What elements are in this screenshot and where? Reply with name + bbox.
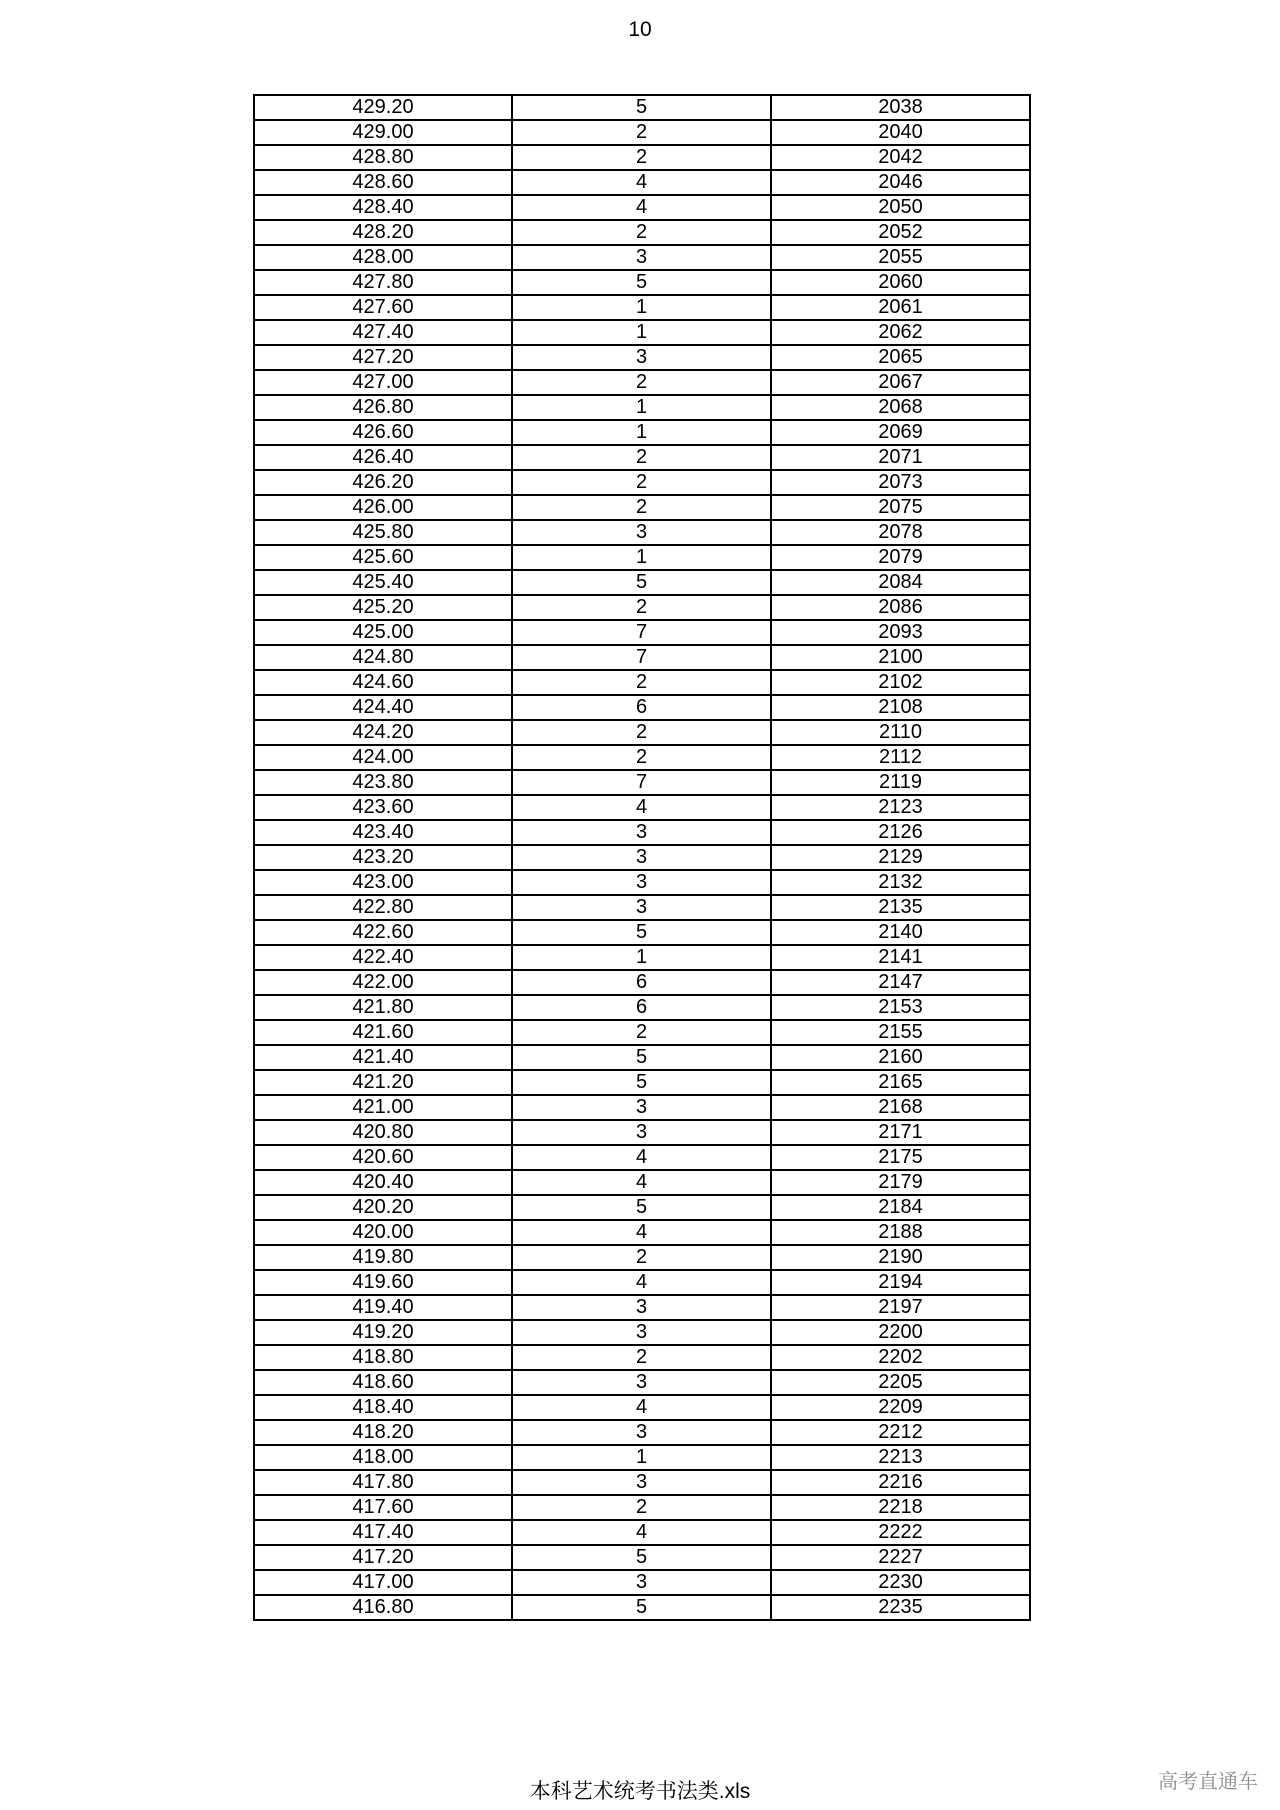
count-cell: 1: [512, 395, 771, 420]
cumulative-cell: 2119: [771, 770, 1030, 795]
score-cell: 418.20: [254, 1420, 512, 1445]
table-row: [254, 245, 1030, 270]
score-cell: 426.40: [254, 445, 512, 470]
count-cell: 6: [512, 695, 771, 720]
count-cell: 5: [512, 270, 771, 295]
count-cell: 2: [512, 120, 771, 145]
score-cell: 428.40: [254, 195, 512, 220]
cumulative-cell: 2065: [771, 345, 1030, 370]
table-row: [254, 570, 1030, 595]
count-cell: 1: [512, 320, 771, 345]
count-cell: 3: [512, 820, 771, 845]
cumulative-cell: 2055: [771, 245, 1030, 270]
table-row: [254, 1045, 1030, 1070]
count-cell: 2: [512, 670, 771, 695]
count-cell: 7: [512, 645, 771, 670]
cumulative-cell: 2069: [771, 420, 1030, 445]
count-cell: 3: [512, 870, 771, 895]
table-row: [254, 1470, 1030, 1495]
cumulative-cell: 2123: [771, 795, 1030, 820]
table-row: [254, 970, 1030, 995]
table-row: [254, 1520, 1030, 1545]
count-cell: 4: [512, 170, 771, 195]
table-row: [254, 320, 1030, 345]
score-cell: 428.80: [254, 145, 512, 170]
cumulative-cell: 2165: [771, 1070, 1030, 1095]
count-cell: 5: [512, 1045, 771, 1070]
cumulative-cell: 2209: [771, 1395, 1030, 1420]
score-cell: 421.80: [254, 995, 512, 1020]
score-cell: 427.40: [254, 320, 512, 345]
score-cell: 428.00: [254, 245, 512, 270]
table-row: [254, 495, 1030, 520]
score-cell: 424.00: [254, 745, 512, 770]
score-cell: 426.00: [254, 495, 512, 520]
cumulative-cell: 2205: [771, 1370, 1030, 1395]
cumulative-cell: 2102: [771, 670, 1030, 695]
score-cell: 422.80: [254, 895, 512, 920]
count-cell: 7: [512, 620, 771, 645]
count-cell: 4: [512, 1145, 771, 1170]
table-row: [254, 870, 1030, 895]
cumulative-cell: 2141: [771, 945, 1030, 970]
table-row: [254, 345, 1030, 370]
cumulative-cell: 2218: [771, 1495, 1030, 1520]
score-cell: 424.60: [254, 670, 512, 695]
cumulative-cell: 2168: [771, 1095, 1030, 1120]
table-row: [254, 1445, 1030, 1470]
score-cell: 421.00: [254, 1095, 512, 1120]
table-row: [254, 1495, 1030, 1520]
count-cell: 1: [512, 1445, 771, 1470]
cumulative-cell: 2110: [771, 720, 1030, 745]
cumulative-cell: 2140: [771, 920, 1030, 945]
score-cell: 418.60: [254, 1370, 512, 1395]
cumulative-cell: 2062: [771, 320, 1030, 345]
count-cell: 1: [512, 545, 771, 570]
count-cell: 2: [512, 745, 771, 770]
table-row: [254, 1245, 1030, 1270]
table-row: [254, 1070, 1030, 1095]
count-cell: 2: [512, 470, 771, 495]
table-row: [254, 1595, 1030, 1620]
score-cell: 417.60: [254, 1495, 512, 1520]
cumulative-cell: 2153: [771, 995, 1030, 1020]
cumulative-cell: 2147: [771, 970, 1030, 995]
score-cell: 421.60: [254, 1020, 512, 1045]
score-cell: 423.40: [254, 820, 512, 845]
score-cell: 421.20: [254, 1070, 512, 1095]
score-cell: 420.00: [254, 1220, 512, 1245]
table-row: [254, 270, 1030, 295]
count-cell: 2: [512, 445, 771, 470]
cumulative-cell: 2050: [771, 195, 1030, 220]
cumulative-cell: 2052: [771, 220, 1030, 245]
count-cell: 3: [512, 520, 771, 545]
table-row: [254, 770, 1030, 795]
count-cell: 3: [512, 895, 771, 920]
count-cell: 1: [512, 420, 771, 445]
count-cell: 4: [512, 795, 771, 820]
table-row: [254, 745, 1030, 770]
cumulative-cell: 2100: [771, 645, 1030, 670]
score-cell: 423.20: [254, 845, 512, 870]
score-cell: 423.00: [254, 870, 512, 895]
cumulative-cell: 2132: [771, 870, 1030, 895]
cumulative-cell: 2071: [771, 445, 1030, 470]
score-cell: 424.40: [254, 695, 512, 720]
cumulative-cell: 2068: [771, 395, 1030, 420]
cumulative-cell: 2112: [771, 745, 1030, 770]
table-row: [254, 120, 1030, 145]
count-cell: 3: [512, 1320, 771, 1345]
count-cell: 4: [512, 1520, 771, 1545]
cumulative-cell: 2171: [771, 1120, 1030, 1145]
count-cell: 2: [512, 145, 771, 170]
count-cell: 2: [512, 1245, 771, 1270]
cumulative-cell: 2086: [771, 595, 1030, 620]
table-row: [254, 1145, 1030, 1170]
cumulative-cell: 2135: [771, 895, 1030, 920]
table-row: [254, 795, 1030, 820]
count-cell: 3: [512, 345, 771, 370]
cumulative-cell: 2227: [771, 1545, 1030, 1570]
watermark: 高考直通车: [1158, 1771, 1258, 1793]
score-cell: 426.20: [254, 470, 512, 495]
cumulative-cell: 2093: [771, 620, 1030, 645]
count-cell: 6: [512, 995, 771, 1020]
score-cell: 419.60: [254, 1270, 512, 1295]
count-cell: 5: [512, 1070, 771, 1095]
cumulative-cell: 2197: [771, 1295, 1030, 1320]
count-cell: 7: [512, 770, 771, 795]
count-cell: 3: [512, 1120, 771, 1145]
score-cell: 417.80: [254, 1470, 512, 1495]
count-cell: 4: [512, 1395, 771, 1420]
table-row: [254, 1370, 1030, 1395]
score-cell: 418.00: [254, 1445, 512, 1470]
count-cell: 5: [512, 1195, 771, 1220]
table-row: [254, 1195, 1030, 1220]
cumulative-cell: 2175: [771, 1145, 1030, 1170]
score-table: [253, 94, 1031, 1621]
cumulative-cell: 2184: [771, 1195, 1030, 1220]
cumulative-cell: 2042: [771, 145, 1030, 170]
score-cell: 416.80: [254, 1595, 512, 1620]
score-cell: 422.40: [254, 945, 512, 970]
score-cell: 417.00: [254, 1570, 512, 1595]
cumulative-cell: 2078: [771, 520, 1030, 545]
table-row: [254, 820, 1030, 845]
count-cell: 5: [512, 570, 771, 595]
table-row: [254, 1295, 1030, 1320]
table-row: [254, 295, 1030, 320]
table-row: [254, 1220, 1030, 1245]
score-cell: 426.60: [254, 420, 512, 445]
count-cell: 4: [512, 1170, 771, 1195]
score-cell: 423.80: [254, 770, 512, 795]
count-cell: 3: [512, 1420, 771, 1445]
score-cell: 417.20: [254, 1545, 512, 1570]
count-cell: 2: [512, 370, 771, 395]
table-row: [254, 470, 1030, 495]
count-cell: 2: [512, 1020, 771, 1045]
score-cell: 420.20: [254, 1195, 512, 1220]
table-row: [254, 1270, 1030, 1295]
score-cell: 423.60: [254, 795, 512, 820]
table-row: [254, 445, 1030, 470]
count-cell: 5: [512, 1545, 771, 1570]
score-cell: 418.40: [254, 1395, 512, 1420]
table-row: [254, 945, 1030, 970]
table-body: [254, 95, 1030, 1620]
cumulative-cell: 2060: [771, 270, 1030, 295]
count-cell: 6: [512, 970, 771, 995]
table-row: [254, 845, 1030, 870]
table-row: [254, 920, 1030, 945]
score-cell: 424.20: [254, 720, 512, 745]
count-cell: 2: [512, 720, 771, 745]
table-row: [254, 545, 1030, 570]
score-cell: 419.80: [254, 1245, 512, 1270]
score-cell: 418.80: [254, 1345, 512, 1370]
cumulative-cell: 2222: [771, 1520, 1030, 1545]
score-cell: 427.20: [254, 345, 512, 370]
cumulative-cell: 2235: [771, 1595, 1030, 1620]
page-number: 10: [628, 18, 652, 41]
count-cell: 3: [512, 1470, 771, 1495]
table-row: [254, 670, 1030, 695]
score-cell: 427.00: [254, 370, 512, 395]
count-cell: 4: [512, 1220, 771, 1245]
count-cell: 5: [512, 95, 771, 120]
cumulative-cell: 2079: [771, 545, 1030, 570]
cumulative-cell: 2040: [771, 120, 1030, 145]
table-row: [254, 695, 1030, 720]
count-cell: 3: [512, 245, 771, 270]
cumulative-cell: 2084: [771, 570, 1030, 595]
score-cell: 425.00: [254, 620, 512, 645]
table-row: [254, 520, 1030, 545]
cumulative-cell: 2230: [771, 1570, 1030, 1595]
score-cell: 428.60: [254, 170, 512, 195]
score-cell: 419.20: [254, 1320, 512, 1345]
score-cell: 429.00: [254, 120, 512, 145]
score-cell: 420.60: [254, 1145, 512, 1170]
table-row: [254, 170, 1030, 195]
table-row: [254, 1170, 1030, 1195]
count-cell: 4: [512, 1270, 771, 1295]
table-row: [254, 145, 1030, 170]
count-cell: 2: [512, 595, 771, 620]
cumulative-cell: 2075: [771, 495, 1030, 520]
count-cell: 3: [512, 845, 771, 870]
cumulative-cell: 2160: [771, 1045, 1030, 1070]
table-row: [254, 370, 1030, 395]
score-cell: 422.00: [254, 970, 512, 995]
table-row: [254, 395, 1030, 420]
table-row: [254, 1420, 1030, 1445]
cumulative-cell: 2038: [771, 95, 1030, 120]
table-row: [254, 995, 1030, 1020]
score-cell: 425.20: [254, 595, 512, 620]
count-cell: 4: [512, 195, 771, 220]
table-row: [254, 620, 1030, 645]
cumulative-cell: 2188: [771, 1220, 1030, 1245]
cumulative-cell: 2216: [771, 1470, 1030, 1495]
cumulative-cell: 2073: [771, 470, 1030, 495]
count-cell: 3: [512, 1295, 771, 1320]
table-row: [254, 1545, 1030, 1570]
count-cell: 2: [512, 495, 771, 520]
count-cell: 3: [512, 1570, 771, 1595]
score-cell: 419.40: [254, 1295, 512, 1320]
count-cell: 1: [512, 295, 771, 320]
score-cell: 420.40: [254, 1170, 512, 1195]
cumulative-cell: 2046: [771, 170, 1030, 195]
score-cell: 426.80: [254, 395, 512, 420]
cumulative-cell: 2129: [771, 845, 1030, 870]
cumulative-cell: 2067: [771, 370, 1030, 395]
score-cell: 420.80: [254, 1120, 512, 1145]
score-cell: 428.20: [254, 220, 512, 245]
table-row: [254, 1120, 1030, 1145]
score-cell: 429.20: [254, 95, 512, 120]
table-row: [254, 1570, 1030, 1595]
score-cell: 427.80: [254, 270, 512, 295]
table-row: [254, 1345, 1030, 1370]
cumulative-cell: 2155: [771, 1020, 1030, 1045]
table-row: [254, 895, 1030, 920]
cumulative-cell: 2061: [771, 295, 1030, 320]
cumulative-cell: 2212: [771, 1420, 1030, 1445]
score-cell: 425.60: [254, 545, 512, 570]
table-row: [254, 195, 1030, 220]
table-row: [254, 1020, 1030, 1045]
score-cell: 417.40: [254, 1520, 512, 1545]
count-cell: 2: [512, 1345, 771, 1370]
count-cell: 5: [512, 920, 771, 945]
table-row: [254, 420, 1030, 445]
cumulative-cell: 2200: [771, 1320, 1030, 1345]
count-cell: 3: [512, 1370, 771, 1395]
table-row: [254, 1395, 1030, 1420]
score-cell: 425.40: [254, 570, 512, 595]
score-cell: 425.80: [254, 520, 512, 545]
table-row: [254, 220, 1030, 245]
table-row: [254, 95, 1030, 120]
score-cell: 422.60: [254, 920, 512, 945]
count-cell: 2: [512, 220, 771, 245]
cumulative-cell: 2213: [771, 1445, 1030, 1470]
table-row: [254, 720, 1030, 745]
count-cell: 1: [512, 945, 771, 970]
count-cell: 5: [512, 1595, 771, 1620]
count-cell: 3: [512, 1095, 771, 1120]
score-cell: 427.60: [254, 295, 512, 320]
cumulative-cell: 2194: [771, 1270, 1030, 1295]
cumulative-cell: 2179: [771, 1170, 1030, 1195]
score-cell: 424.80: [254, 645, 512, 670]
cumulative-cell: 2126: [771, 820, 1030, 845]
table-row: [254, 595, 1030, 620]
table-row: [254, 1320, 1030, 1345]
table-row: [254, 1095, 1030, 1120]
cumulative-cell: 2202: [771, 1345, 1030, 1370]
cumulative-cell: 2108: [771, 695, 1030, 720]
cumulative-cell: 2190: [771, 1245, 1030, 1270]
score-cell: 421.40: [254, 1045, 512, 1070]
count-cell: 2: [512, 1495, 771, 1520]
footer-filename: 本科艺术统考书法类.xls: [529, 1780, 751, 1803]
table-row: [254, 645, 1030, 670]
